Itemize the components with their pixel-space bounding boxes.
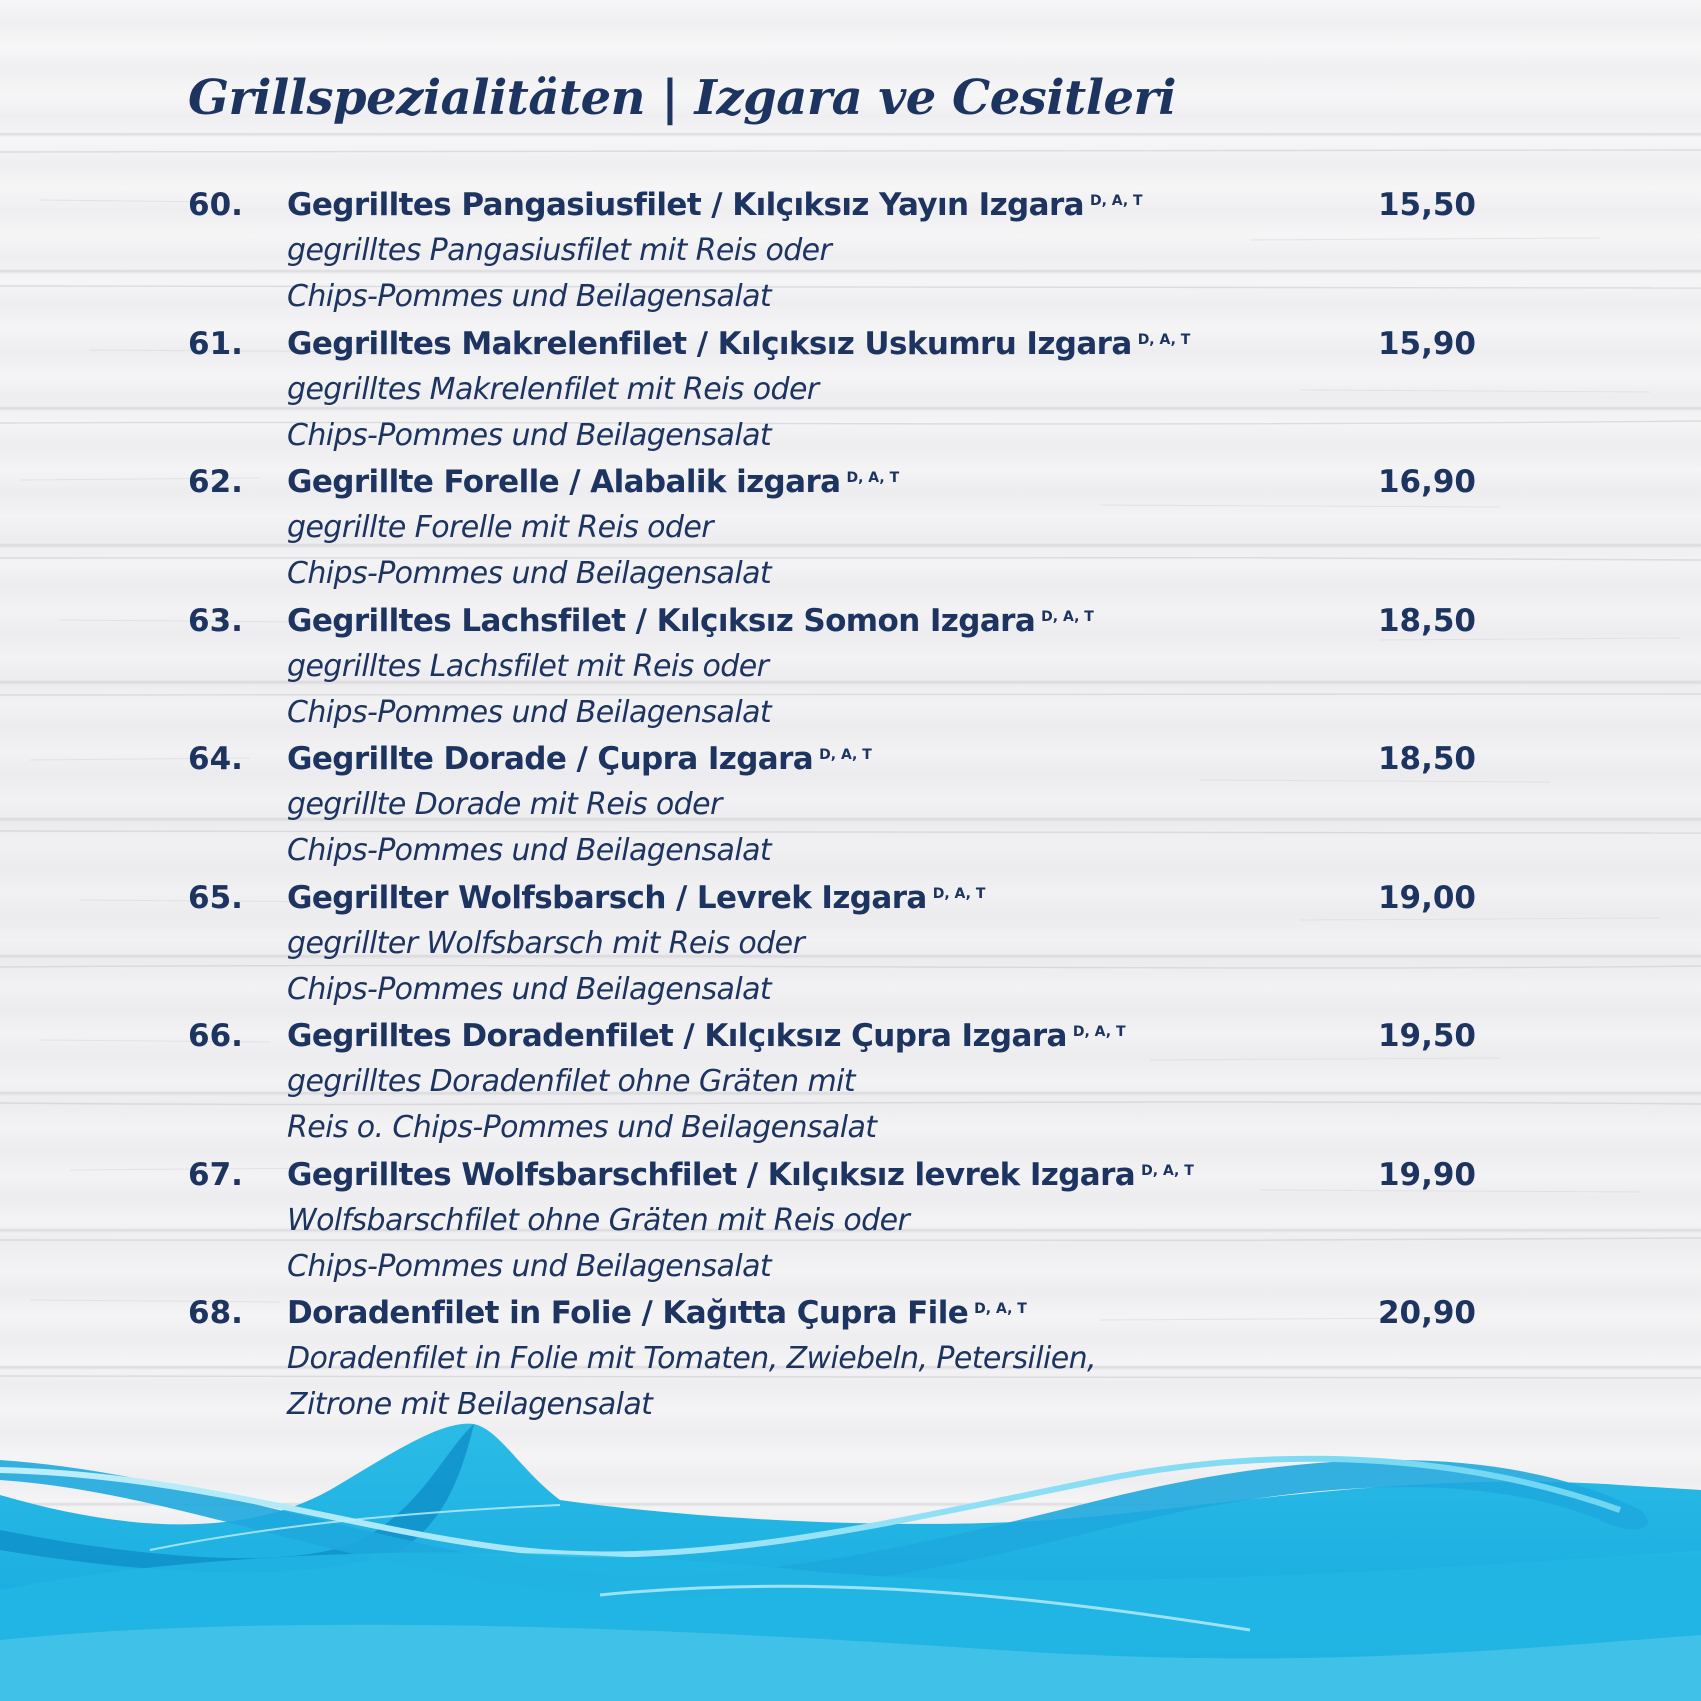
item-name: Gegrilltes Pangasiusfilet / Kılçıksız Yayın Izgara	[287, 187, 1084, 223]
item-price: 16,90	[1377, 464, 1476, 500]
item-price: 19,00	[1377, 880, 1476, 916]
item-description-line-1: gegrillter Wolfsbarsch mit Reis oder	[287, 926, 805, 961]
wave-decoration	[0, 1400, 1701, 1701]
item-description-line-2: Reis o. Chips-Pommes und Beilagensalat	[287, 1110, 877, 1145]
item-number: 61.	[188, 326, 243, 362]
allergen-codes: D, A, T	[1089, 193, 1143, 209]
allergen-codes: D, A, T	[974, 1301, 1027, 1317]
item-description-line-2: Chips-Pommes und Beilagensalat	[287, 279, 772, 314]
item-description-line-2: Chips-Pommes und Beilagensalat	[287, 972, 772, 1007]
item-name: Gegrilltes Makrelenfilet / Kılçıksız Uskumru Izgara	[287, 326, 1132, 362]
item-price: 20,90	[1377, 1295, 1476, 1331]
item-number: 62.	[188, 464, 243, 500]
item-name: Gegrillte Dorade / Çupra Izgara	[287, 741, 814, 777]
item-number: 65.	[188, 880, 243, 916]
item-name: Gegrilltes Doradenfilet / Kılçıksız Çupra Izgara	[287, 1018, 1067, 1054]
item-number: 64.	[188, 741, 243, 777]
item-name: Gegrillte Forelle / Alabalik izgara	[287, 464, 841, 500]
item-price: 18,50	[1377, 603, 1476, 639]
item-description-line-2: Zitrone mit Beilagensalat	[287, 1387, 653, 1422]
item-description-line-1: gegrilltes Pangasiusfilet mit Reis oder	[287, 233, 832, 268]
menu-item	[0, 185, 1701, 325]
item-description-line-1: gegrillte Dorade mit Reis oder	[287, 787, 722, 822]
allergen-codes: D, A, T	[1072, 1024, 1126, 1040]
item-number: 66.	[188, 1018, 243, 1054]
item-description-line-1: Doradenfilet in Folie mit Tomaten, Zwiebeln, Petersilien,	[287, 1341, 1096, 1376]
item-price: 15,50	[1377, 187, 1476, 223]
allergen-codes: D, A, T	[819, 747, 872, 763]
item-number: 67.	[188, 1157, 243, 1193]
page-title: Grillspezialitäten | Izgara ve Cesitleri	[188, 70, 1177, 126]
item-name-line	[287, 601, 1094, 641]
item-number: 60.	[188, 187, 243, 223]
menu-item	[0, 1016, 1701, 1156]
allergen-codes: D, A, T	[1137, 332, 1191, 348]
item-name-line	[287, 878, 985, 918]
item-price: 19,50	[1377, 1018, 1476, 1054]
item-number: 68.	[188, 1295, 243, 1331]
item-name: Gegrilltes Wolfsbarschfilet / Kılçıksız levrek Izgara	[287, 1157, 1136, 1193]
menu-item	[0, 739, 1701, 879]
item-name: Doradenfilet in Folie / Kağıtta Çupra File	[287, 1295, 969, 1331]
menu-item	[0, 462, 1701, 602]
item-description-line-2: Chips-Pommes und Beilagensalat	[287, 418, 772, 453]
allergen-codes: D, A, T	[1141, 1163, 1194, 1179]
menu-item	[0, 1155, 1701, 1295]
item-name-line	[287, 462, 899, 502]
item-name-line	[287, 739, 872, 779]
item-name-line	[287, 324, 1190, 364]
item-name-line	[287, 1293, 1027, 1333]
item-description-line-1: gegrillte Forelle mit Reis oder	[287, 510, 713, 545]
item-name-line	[287, 1155, 1194, 1195]
item-number: 63.	[188, 603, 243, 639]
item-price: 18,50	[1377, 741, 1476, 777]
item-name-line	[287, 185, 1143, 225]
item-price: 19,90	[1377, 1157, 1476, 1193]
item-description-line-2: Chips-Pommes und Beilagensalat	[287, 833, 772, 868]
item-description-line-1: Wolfsbarschfilet ohne Gräten mit Reis oder	[287, 1203, 910, 1238]
menu-item	[0, 601, 1701, 741]
item-description-line-2: Chips-Pommes und Beilagensalat	[287, 695, 772, 730]
item-description-line-1: gegrilltes Doradenfilet ohne Gräten mit	[287, 1064, 855, 1099]
item-description-line-1: gegrilltes Makrelenfilet mit Reis oder	[287, 372, 819, 407]
menu-item	[0, 324, 1701, 464]
item-price: 15,90	[1377, 326, 1476, 362]
allergen-codes: D, A, T	[932, 886, 986, 902]
item-name-line	[287, 1016, 1126, 1056]
item-description-line-2: Chips-Pommes und Beilagensalat	[287, 556, 772, 591]
allergen-codes: D, A, T	[846, 470, 900, 486]
item-description-line-2: Chips-Pommes und Beilagensalat	[287, 1249, 772, 1284]
menu-item	[0, 878, 1701, 1018]
item-name: Gegrillter Wolfsbarsch / Levrek Izgara	[287, 880, 927, 916]
allergen-codes: D, A, T	[1041, 609, 1094, 625]
item-name: Gegrilltes Lachsfilet / Kılçıksız Somon Izgara	[287, 603, 1036, 639]
item-description-line-1: gegrilltes Lachsfilet mit Reis oder	[287, 649, 769, 684]
